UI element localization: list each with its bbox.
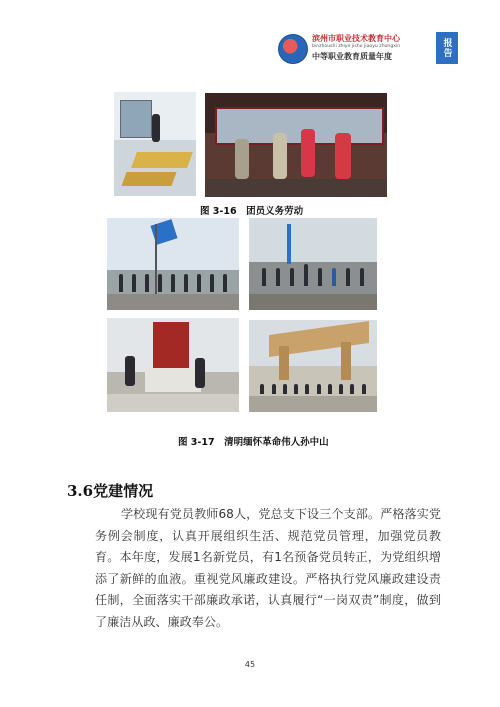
report-header — [278, 30, 452, 70]
header-badge: 报告 — [436, 32, 458, 64]
photo-students-lineup — [249, 218, 377, 310]
school-logo-icon — [278, 34, 308, 64]
header-subtitle: 中等职业教育质量年度 — [312, 52, 392, 61]
photo-classroom-cleaning — [114, 92, 196, 196]
header-org-name: 滨州市职业技术教育中心 — [312, 34, 400, 43]
photo-march-with-flag — [107, 218, 239, 310]
page-number: 45 — [244, 660, 256, 669]
section-paragraph: 学校现有党员教师68人，党总支下设三个支部。严格落实党务例会制度，认真开展组织生活、规范党员管理，加强党员教育。本年度，发展1名新党员，有1名预备党员转正，为党组织增添了新鲜的血液。重视党风廉政建设。严格执行党风廉政建设责任制，全面落实干部廉政承诺，认真履行“一岗双责”制度，做到了廉洁从政、廉政奉公。 — [95, 507, 441, 629]
figure-caption-3-16: 图 3-16 团员义务劳动 — [200, 206, 304, 217]
photo-monument-wreath — [107, 318, 239, 412]
photo-display-board-cleaning — [205, 93, 387, 197]
section-heading: 3.6党建情况 — [67, 482, 154, 500]
photo-memorial-arch — [249, 320, 377, 412]
figure-caption-3-17: 图 3-17 清明缅怀革命伟人孙中山 — [178, 437, 329, 448]
header-pinyin: binzhoushi zhiye jishu jiaoyu zhongxin — [312, 44, 401, 49]
